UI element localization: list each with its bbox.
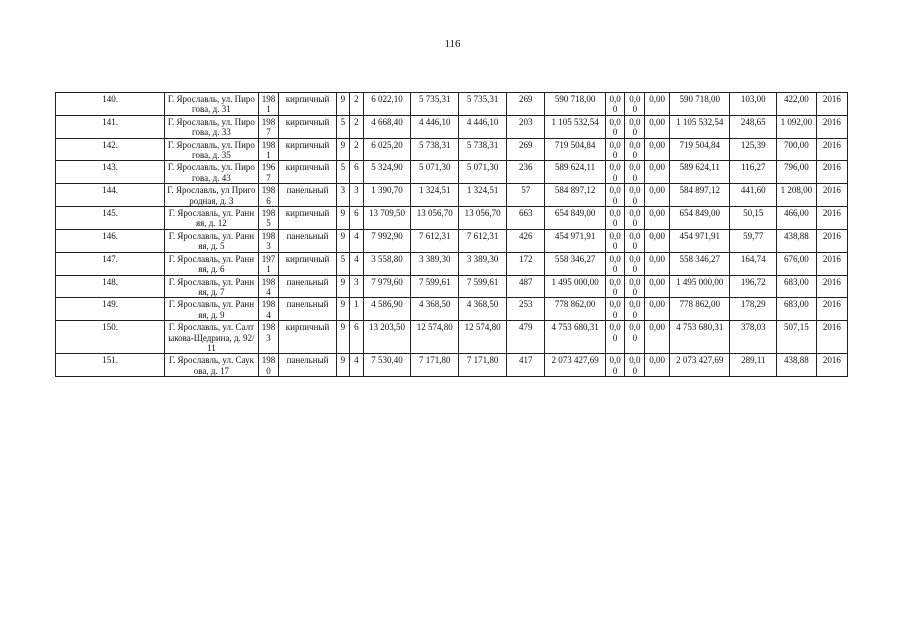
cell-owners-funds: 590 718,00 <box>670 93 730 116</box>
cell-address: Г. Ярославль, ул. Ранняя, д. 6 <box>165 252 259 275</box>
cell-total-area: 7 979,60 <box>363 275 411 298</box>
cell-residents: 269 <box>506 138 544 161</box>
cell-cost-budget-local: 0,00 <box>645 93 670 116</box>
table-row <box>56 138 848 161</box>
cell-cost-per-sqm: 441,60 <box>730 184 777 207</box>
cell-living-area: 13 056,70 <box>411 207 459 230</box>
cell-address: Г. Ярославль, ул. Пирогова, д. 33 <box>165 115 259 138</box>
cell-entrances: 2 <box>350 93 364 116</box>
cell-residents: 172 <box>506 252 544 275</box>
cell-row-number: 148. <box>56 275 165 298</box>
cell-cost-per-sqm: 196,72 <box>730 275 777 298</box>
cell-cost-budget-region: 0,00 <box>625 115 645 138</box>
cell-floors: 9 <box>336 298 350 321</box>
cell-total-area: 6 025,20 <box>363 138 411 161</box>
cell-total-cost: 2 073 427,69 <box>545 354 605 377</box>
cell-total-cost: 558 346,27 <box>545 252 605 275</box>
cell-total-cost: 778 862,00 <box>545 298 605 321</box>
cell-wall-material: кирпичный <box>279 321 336 354</box>
cell-total-area: 1 390,70 <box>363 184 411 207</box>
cell-row-number: 143. <box>56 161 165 184</box>
cell-floors: 9 <box>336 321 350 354</box>
cell-residential-area: 7 599,61 <box>459 275 507 298</box>
cell-total-area: 4 668,40 <box>363 115 411 138</box>
cell-year-built: 1984 <box>258 298 279 321</box>
cell-owners-funds: 1 105 532,54 <box>670 115 730 138</box>
cell-total-cost: 654 849,00 <box>545 207 605 230</box>
cell-cost-budget-region: 0,00 <box>625 93 645 116</box>
cell-residential-area: 3 389,30 <box>459 252 507 275</box>
cell-completion-year: 2016 <box>816 252 847 275</box>
cell-living-area: 3 389,30 <box>411 252 459 275</box>
cell-residential-area: 4 368,50 <box>459 298 507 321</box>
cell-row-number: 142. <box>56 138 165 161</box>
cell-year-built: 1983 <box>258 229 279 252</box>
cell-address: Г. Ярославль, ул. Саукова, д. 17 <box>165 354 259 377</box>
cell-total-area: 6 022,10 <box>363 93 411 116</box>
cell-year-built: 1981 <box>258 138 279 161</box>
cell-wall-material: кирпичный <box>279 161 336 184</box>
cell-wall-material: кирпичный <box>279 93 336 116</box>
cell-cost-budget-region: 0,00 <box>625 321 645 354</box>
cell-total-cost: 1 105 532,54 <box>545 115 605 138</box>
cell-owners-funds: 589 624,11 <box>670 161 730 184</box>
cell-residential-area: 4 446,10 <box>459 115 507 138</box>
cell-residential-area: 1 324,51 <box>459 184 507 207</box>
cell-owners-funds: 778 862,00 <box>670 298 730 321</box>
cell-residents: 417 <box>506 354 544 377</box>
cell-limit-per-sqm: 700,00 <box>777 138 816 161</box>
cell-address: Г. Ярославль, ул. Пирогова, д. 31 <box>165 93 259 116</box>
cell-year-built: 1984 <box>258 275 279 298</box>
cell-completion-year: 2016 <box>816 298 847 321</box>
cell-completion-year: 2016 <box>816 229 847 252</box>
cell-cost-budget-local: 0,00 <box>645 321 670 354</box>
table-row <box>56 207 848 230</box>
cell-row-number: 150. <box>56 321 165 354</box>
cell-limit-per-sqm: 438,88 <box>777 354 816 377</box>
cell-cost-budget-region: 0,00 <box>625 354 645 377</box>
cell-total-area: 13 709,50 <box>363 207 411 230</box>
cell-row-number: 144. <box>56 184 165 207</box>
cell-year-built: 1983 <box>258 321 279 354</box>
cell-cost-per-sqm: 248,65 <box>730 115 777 138</box>
cell-limit-per-sqm: 1 208,00 <box>777 184 816 207</box>
cell-cost-fund: 0,00 <box>605 229 625 252</box>
cell-address: Г. Ярославль, ул Пригородная, д. 3 <box>165 184 259 207</box>
cell-owners-funds: 1 495 000,00 <box>670 275 730 298</box>
cell-year-built: 1987 <box>258 115 279 138</box>
table-row <box>56 298 848 321</box>
cell-wall-material: панельный <box>279 184 336 207</box>
cell-cost-budget-local: 0,00 <box>645 229 670 252</box>
cell-address: Г. Ярославль, ул. Ранняя, д. 5 <box>165 229 259 252</box>
cell-living-area: 5 735,31 <box>411 93 459 116</box>
housing-register-table <box>55 92 848 377</box>
cell-residential-area: 12 574,80 <box>459 321 507 354</box>
cell-cost-per-sqm: 59,77 <box>730 229 777 252</box>
cell-living-area: 1 324,51 <box>411 184 459 207</box>
cell-cost-fund: 0,00 <box>605 207 625 230</box>
cell-cost-budget-local: 0,00 <box>645 138 670 161</box>
cell-cost-budget-region: 0,00 <box>625 275 645 298</box>
cell-total-cost: 590 718,00 <box>545 93 605 116</box>
cell-entrances: 2 <box>350 115 364 138</box>
cell-row-number: 146. <box>56 229 165 252</box>
cell-owners-funds: 558 346,27 <box>670 252 730 275</box>
cell-row-number: 149. <box>56 298 165 321</box>
cell-cost-budget-region: 0,00 <box>625 252 645 275</box>
cell-residents: 269 <box>506 93 544 116</box>
cell-total-cost: 584 897,12 <box>545 184 605 207</box>
cell-completion-year: 2016 <box>816 275 847 298</box>
cell-residents: 426 <box>506 229 544 252</box>
cell-owners-funds: 719 504,84 <box>670 138 730 161</box>
cell-total-cost: 589 624,11 <box>545 161 605 184</box>
cell-limit-per-sqm: 683,00 <box>777 275 816 298</box>
cell-cost-budget-local: 0,00 <box>645 252 670 275</box>
cell-address: Г. Ярославль, ул. Салтыкова-Щедрина, д. 92/11 <box>165 321 259 354</box>
cell-cost-budget-region: 0,00 <box>625 298 645 321</box>
cell-floors: 9 <box>336 93 350 116</box>
cell-residents: 236 <box>506 161 544 184</box>
cell-cost-budget-local: 0,00 <box>645 184 670 207</box>
cell-row-number: 145. <box>56 207 165 230</box>
cell-cost-budget-region: 0,00 <box>625 207 645 230</box>
cell-residential-area: 5 071,30 <box>459 161 507 184</box>
cell-cost-per-sqm: 164,74 <box>730 252 777 275</box>
cell-wall-material: панельный <box>279 229 336 252</box>
cell-completion-year: 2016 <box>816 138 847 161</box>
cell-cost-fund: 0,00 <box>605 138 625 161</box>
cell-floors: 5 <box>336 115 350 138</box>
table-row <box>56 93 848 116</box>
cell-address: Г. Ярославль, ул. Пирогова, д. 35 <box>165 138 259 161</box>
cell-wall-material: кирпичный <box>279 252 336 275</box>
cell-address: Г. Ярославль, ул. Ранняя, д. 7 <box>165 275 259 298</box>
cell-residents: 487 <box>506 275 544 298</box>
cell-total-cost: 4 753 680,31 <box>545 321 605 354</box>
cell-cost-fund: 0,00 <box>605 321 625 354</box>
cell-limit-per-sqm: 507,15 <box>777 321 816 354</box>
cell-cost-budget-local: 0,00 <box>645 115 670 138</box>
cell-year-built: 1981 <box>258 93 279 116</box>
cell-cost-fund: 0,00 <box>605 115 625 138</box>
table-body <box>56 93 848 377</box>
cell-address: Г. Ярославль, ул. Ранняя, д. 9 <box>165 298 259 321</box>
cell-wall-material: кирпичный <box>279 115 336 138</box>
cell-total-cost: 1 495 000,00 <box>545 275 605 298</box>
table-row <box>56 184 848 207</box>
cell-cost-fund: 0,00 <box>605 184 625 207</box>
cell-wall-material: кирпичный <box>279 207 336 230</box>
cell-living-area: 5 738,31 <box>411 138 459 161</box>
cell-cost-budget-region: 0,00 <box>625 184 645 207</box>
cell-entrances: 3 <box>350 275 364 298</box>
cell-entrances: 2 <box>350 138 364 161</box>
cell-cost-fund: 0,00 <box>605 275 625 298</box>
table-row <box>56 354 848 377</box>
cell-cost-fund: 0,00 <box>605 298 625 321</box>
table-row <box>56 229 848 252</box>
cell-floors: 9 <box>336 275 350 298</box>
cell-floors: 9 <box>336 207 350 230</box>
cell-wall-material: панельный <box>279 298 336 321</box>
cell-year-built: 1971 <box>258 252 279 275</box>
cell-cost-per-sqm: 125,39 <box>730 138 777 161</box>
cell-cost-per-sqm: 289,11 <box>730 354 777 377</box>
cell-cost-budget-local: 0,00 <box>645 275 670 298</box>
cell-cost-budget-local: 0,00 <box>645 354 670 377</box>
cell-residential-area: 5 738,31 <box>459 138 507 161</box>
cell-cost-fund: 0,00 <box>605 93 625 116</box>
cell-total-area: 4 586,90 <box>363 298 411 321</box>
cell-limit-per-sqm: 683,00 <box>777 298 816 321</box>
cell-cost-per-sqm: 178,29 <box>730 298 777 321</box>
table-row <box>56 161 848 184</box>
cell-total-area: 5 324,90 <box>363 161 411 184</box>
cell-cost-fund: 0,00 <box>605 354 625 377</box>
cell-year-built: 1967 <box>258 161 279 184</box>
cell-year-built: 1985 <box>258 207 279 230</box>
cell-floors: 5 <box>336 252 350 275</box>
cell-living-area: 7 612,31 <box>411 229 459 252</box>
cell-residential-area: 13 056,70 <box>459 207 507 230</box>
cell-owners-funds: 454 971,91 <box>670 229 730 252</box>
cell-residents: 203 <box>506 115 544 138</box>
cell-owners-funds: 654 849,00 <box>670 207 730 230</box>
cell-living-area: 7 599,61 <box>411 275 459 298</box>
cell-cost-fund: 0,00 <box>605 252 625 275</box>
cell-owners-funds: 584 897,12 <box>670 184 730 207</box>
page-number: 116 <box>444 38 461 50</box>
cell-total-area: 7 992,90 <box>363 229 411 252</box>
cell-owners-funds: 2 073 427,69 <box>670 354 730 377</box>
cell-year-built: 1986 <box>258 184 279 207</box>
cell-completion-year: 2016 <box>816 115 847 138</box>
cell-cost-per-sqm: 103,00 <box>730 93 777 116</box>
cell-limit-per-sqm: 466,00 <box>777 207 816 230</box>
cell-entrances: 1 <box>350 298 364 321</box>
cell-living-area: 4 368,50 <box>411 298 459 321</box>
cell-living-area: 12 574,80 <box>411 321 459 354</box>
cell-living-area: 4 446,10 <box>411 115 459 138</box>
cell-residents: 57 <box>506 184 544 207</box>
cell-total-cost: 454 971,91 <box>545 229 605 252</box>
cell-completion-year: 2016 <box>816 93 847 116</box>
cell-cost-per-sqm: 50,15 <box>730 207 777 230</box>
cell-cost-budget-region: 0,00 <box>625 161 645 184</box>
cell-total-area: 13 203,50 <box>363 321 411 354</box>
cell-cost-budget-local: 0,00 <box>645 161 670 184</box>
cell-cost-budget-region: 0,00 <box>625 138 645 161</box>
cell-cost-budget-local: 0,00 <box>645 298 670 321</box>
cell-residential-area: 7 171,80 <box>459 354 507 377</box>
cell-cost-budget-local: 0,00 <box>645 207 670 230</box>
cell-floors: 5 <box>336 161 350 184</box>
table-row <box>56 275 848 298</box>
table-row <box>56 252 848 275</box>
cell-entrances: 3 <box>350 184 364 207</box>
cell-floors: 3 <box>336 184 350 207</box>
cell-residential-area: 7 612,31 <box>459 229 507 252</box>
cell-living-area: 7 171,80 <box>411 354 459 377</box>
cell-floors: 9 <box>336 138 350 161</box>
cell-limit-per-sqm: 422,00 <box>777 93 816 116</box>
cell-total-area: 3 558,80 <box>363 252 411 275</box>
cell-completion-year: 2016 <box>816 354 847 377</box>
cell-living-area: 5 071,30 <box>411 161 459 184</box>
cell-completion-year: 2016 <box>816 321 847 354</box>
cell-entrances: 6 <box>350 207 364 230</box>
cell-residents: 479 <box>506 321 544 354</box>
cell-entrances: 4 <box>350 252 364 275</box>
cell-cost-fund: 0,00 <box>605 161 625 184</box>
table-row <box>56 321 848 354</box>
cell-completion-year: 2016 <box>816 161 847 184</box>
cell-address: Г. Ярославль, ул. Ранняя, д. 12 <box>165 207 259 230</box>
cell-row-number: 147. <box>56 252 165 275</box>
table-row <box>56 115 848 138</box>
cell-completion-year: 2016 <box>816 184 847 207</box>
cell-residents: 253 <box>506 298 544 321</box>
cell-total-cost: 719 504,84 <box>545 138 605 161</box>
cell-completion-year: 2016 <box>816 207 847 230</box>
cell-cost-per-sqm: 116,27 <box>730 161 777 184</box>
cell-owners-funds: 4 753 680,31 <box>670 321 730 354</box>
cell-cost-budget-region: 0,00 <box>625 229 645 252</box>
cell-row-number: 140. <box>56 93 165 116</box>
cell-floors: 9 <box>336 354 350 377</box>
cell-wall-material: панельный <box>279 275 336 298</box>
cell-entrances: 6 <box>350 321 364 354</box>
cell-entrances: 6 <box>350 161 364 184</box>
cell-entrances: 4 <box>350 354 364 377</box>
cell-row-number: 141. <box>56 115 165 138</box>
cell-residents: 663 <box>506 207 544 230</box>
cell-limit-per-sqm: 1 092,00 <box>777 115 816 138</box>
cell-row-number: 151. <box>56 354 165 377</box>
cell-limit-per-sqm: 438,88 <box>777 229 816 252</box>
cell-residential-area: 5 735,31 <box>459 93 507 116</box>
cell-wall-material: кирпичный <box>279 138 336 161</box>
cell-address: Г. Ярославль, ул. Пирогова, д. 43 <box>165 161 259 184</box>
cell-year-built: 1980 <box>258 354 279 377</box>
cell-limit-per-sqm: 796,00 <box>777 161 816 184</box>
cell-cost-per-sqm: 378,03 <box>730 321 777 354</box>
cell-floors: 9 <box>336 229 350 252</box>
cell-total-area: 7 530,40 <box>363 354 411 377</box>
cell-entrances: 4 <box>350 229 364 252</box>
cell-wall-material: панельный <box>279 354 336 377</box>
cell-limit-per-sqm: 676,00 <box>777 252 816 275</box>
